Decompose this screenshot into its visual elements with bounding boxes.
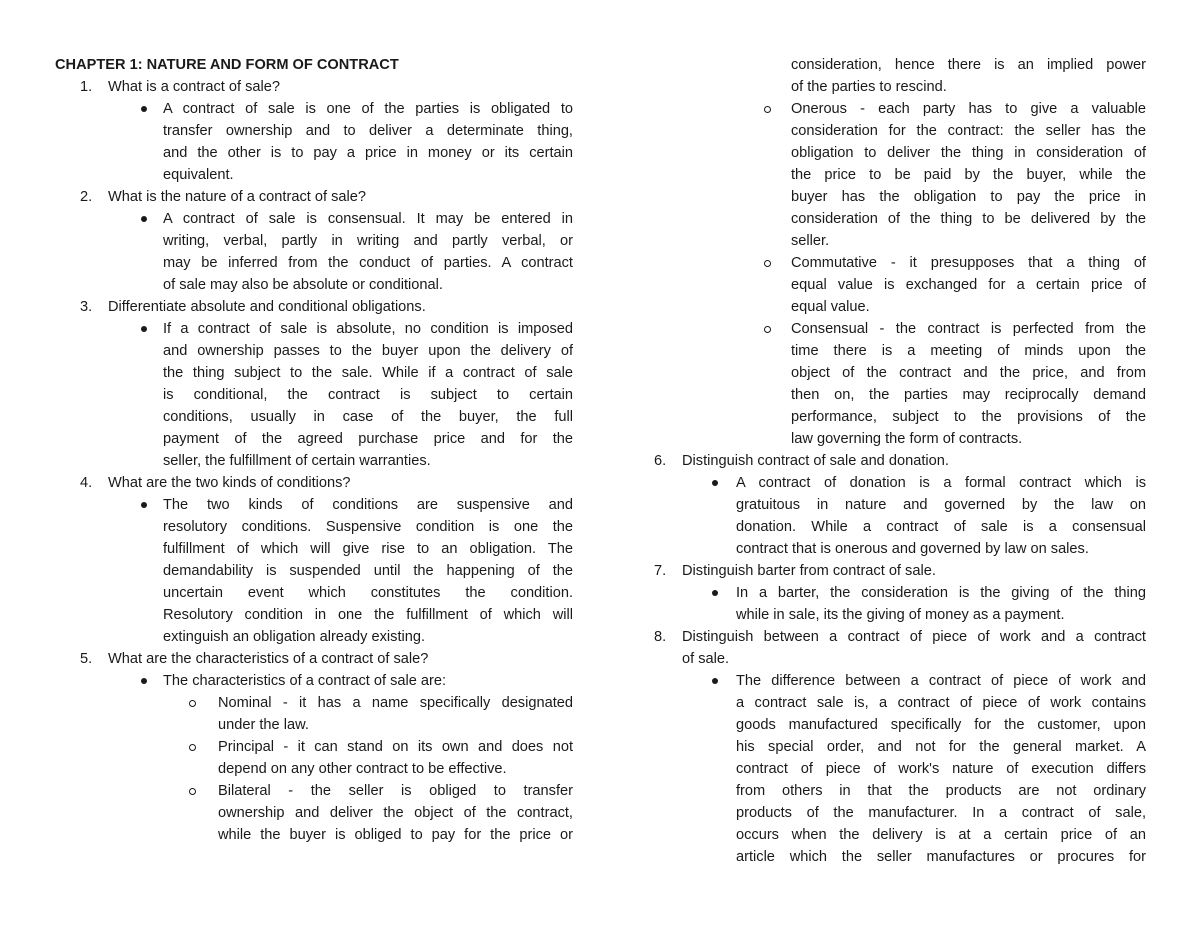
characteristic-bilateral: Bilateral - the seller is obliged to transfer ownership and deliver the object of the contract, while the buyer is obliged to pay for the price or (55, 780, 573, 846)
question-7: 7. Distinguish barter from contract of sale. (654, 563, 936, 579)
characteristic-consensual: Consensual - the contract is perfected from the time there is a meeting of minds upon the object of the contract and the price, and from then on, the parties may reciprocally demand performance, subject to the provisions of the law governing the form of contracts. (630, 318, 1146, 450)
characteristic-bilateral-continued: consideration, hence there is an implied power of the parties to rescind. (791, 57, 1146, 95)
answer-4: The two kinds of conditions are suspensive and resolutory conditions. Suspensive condition is one the fulfillment of which will give rise to an obligation. The demandability is suspended until the happening of the uncertain event which constitutes the condition. Resolutory condition in one the fulfillment of which will extinguish an obligation already existing. (55, 494, 573, 648)
question-text: What are the characteristics of a contract of sale? (108, 651, 429, 667)
left-column (55, 54, 573, 846)
right-column (630, 54, 1146, 868)
question-text: What is the nature of a contract of sale? (108, 189, 366, 205)
chapter-title: CHAPTER 1: NATURE AND FORM OF CONTRACT (55, 57, 399, 73)
answer-5: The characteristics of a contract of sale are: (55, 670, 573, 692)
question-text: Differentiate absolute and conditional obligations. (108, 299, 426, 315)
question-text: Distinguish contract of sale and donation. (682, 453, 949, 469)
answer-6: A contract of donation is a formal contract which is gratuitous in nature and governed by the law on donation. While a contract of sale is a consensual contract that is onerous and governed by law on sales. (630, 472, 1146, 560)
question-8: 8. Distinguish between a contract of piece of work and a contract of sale. (630, 626, 1146, 670)
question-4: 4. What are the two kinds of conditions? (80, 475, 351, 491)
answer-7: In a barter, the consideration is the giving of the thing while in sale, its the giving of money as a payment. (630, 582, 1146, 626)
question-3: 3. Differentiate absolute and conditional obligations. (80, 299, 426, 315)
question-5: 5. What are the characteristics of a contract of sale? (80, 651, 429, 667)
answer-2: A contract of sale is consensual. It may be entered in writing, verbal, partly in writing and partly verbal, or may be inferred from the conduct of parties. A contract of sale may also be absolute or conditional. (55, 208, 573, 296)
characteristic-onerous: Onerous - each party has to give a valuable consideration for the contract: the seller has the obligation to deliver the thing in consideration of the price to be paid by the buyer, while the buyer has the obligation to pay the price in consideration of the thing to be delivered by the seller. (630, 98, 1146, 252)
question-text: What is a contract of sale? (108, 79, 280, 95)
characteristic-principal: Principal - it can stand on its own and does not depend on any other contract to be effective. (55, 736, 573, 780)
question-text: Distinguish barter from contract of sale. (682, 563, 936, 579)
answer-8: The difference between a contract of piece of work and a contract sale is, a contract of piece of work contains goods manufactured specifically for the customer, upon his special order, and not for the general market. A contract of piece of work's nature of execution differs from others in that the products are not ordinary products of the manufacturer. In a contract of sale, occurs when the delivery is at a certain price of an article which the seller manufactures or procures for (630, 670, 1146, 868)
question-text: What are the two kinds of conditions? (108, 475, 351, 491)
answer-3: If a contract of sale is absolute, no condition is imposed and ownership passes to the buyer upon the delivery of the thing subject to the sale. While if a contract of sale is conditional, the contract is subject to certain conditions, usually in case of the buyer, the full payment of the agreed purchase price and for the seller, the fulfillment of certain warranties. (55, 318, 573, 472)
question-6: 6. Distinguish contract of sale and donation. (654, 453, 949, 469)
characteristic-nominal: Nominal - it has a name specifically designated under the law. (55, 692, 573, 736)
question-1: 1. What is a contract of sale? (80, 79, 280, 95)
question-text: Distinguish between a contract of piece of work and a contract (682, 629, 1146, 645)
answer-1: A contract of sale is one of the parties is obligated to transfer ownership and to deliver a determinate thing, and the other is to pay a price in money or its certain equivalent. (55, 98, 573, 186)
question-text: of sale. (682, 651, 730, 667)
characteristic-commutative: Commutative - it presupposes that a thing of equal value is exchanged for a certain price of equal value. (630, 252, 1146, 318)
question-2: 2. What is the nature of a contract of sale? (80, 189, 366, 205)
